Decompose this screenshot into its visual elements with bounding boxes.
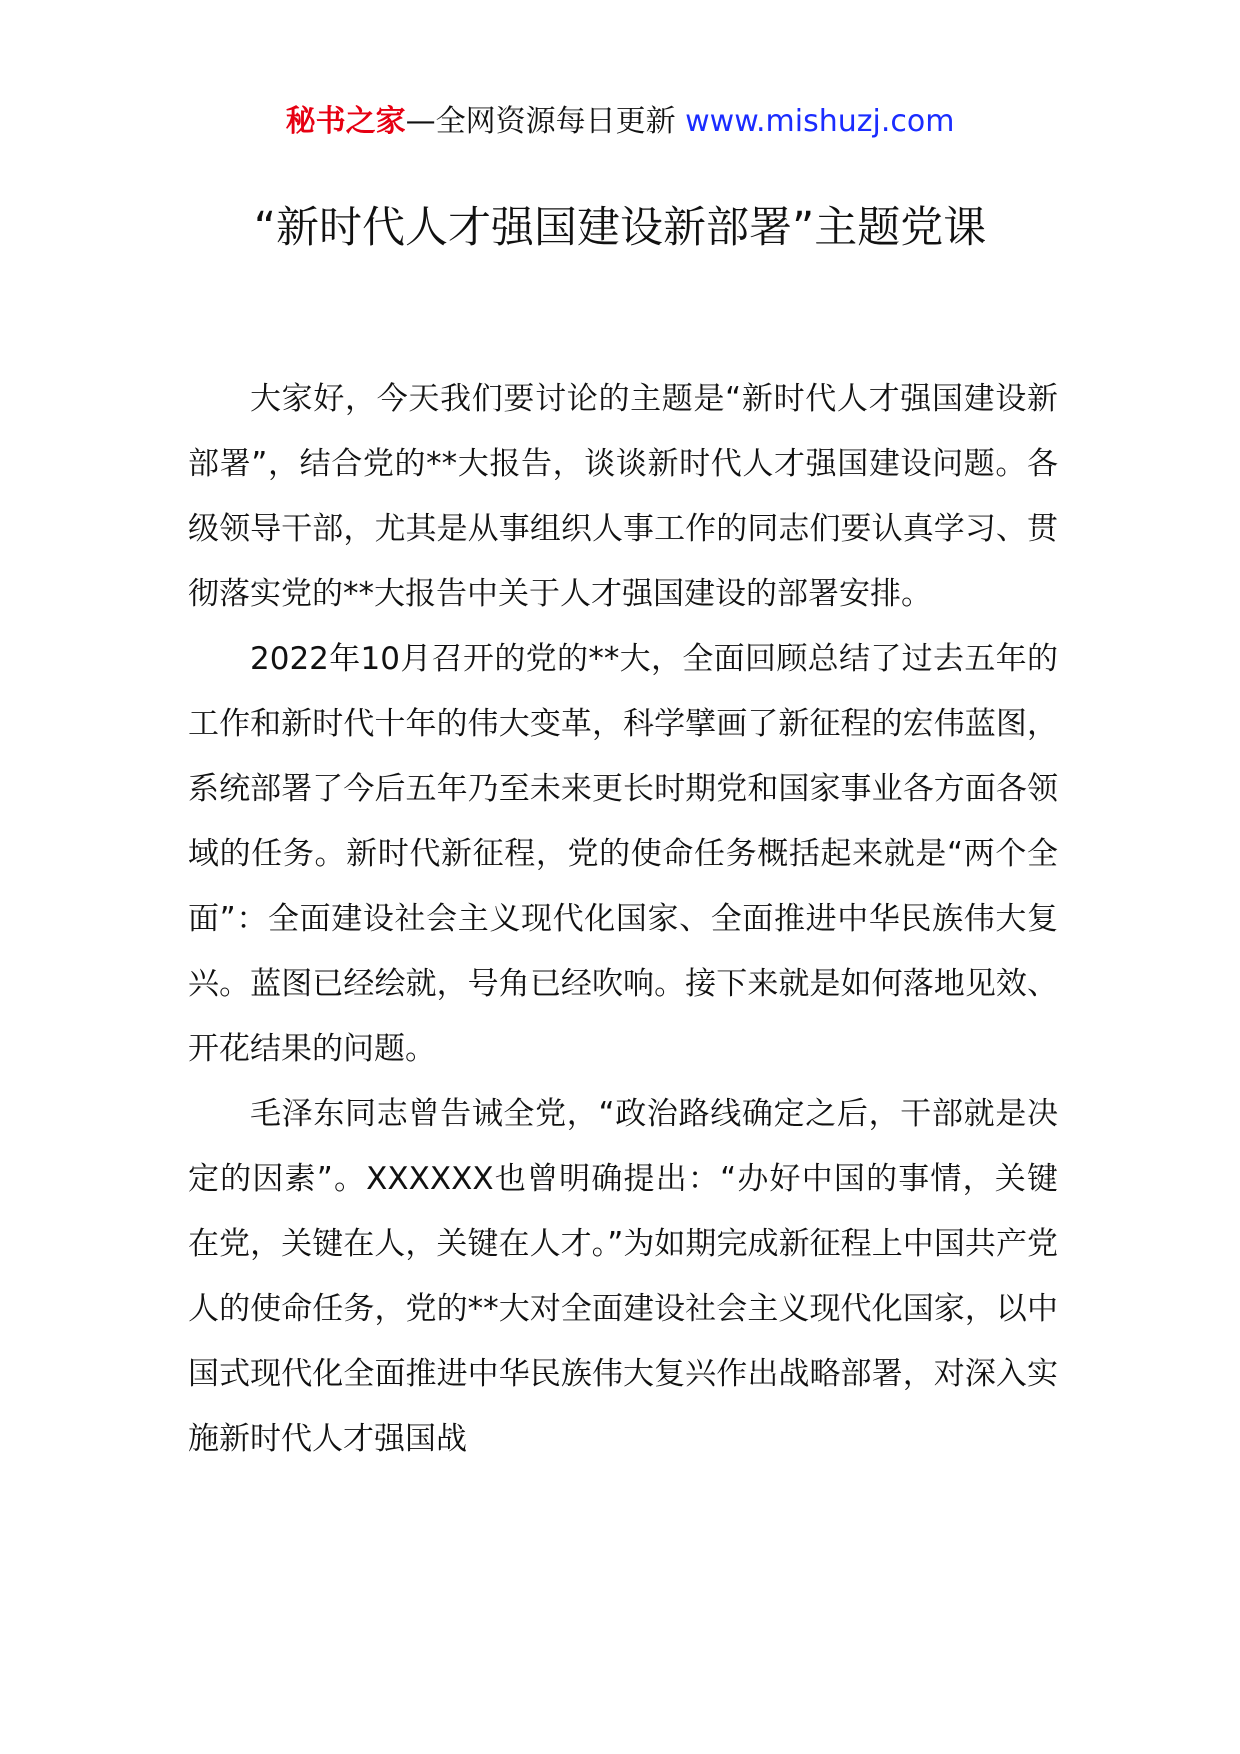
document-body (188, 367, 1058, 1472)
site-header (0, 102, 1240, 142)
document-title: “新时代人才强国建设新部署”主题党课 (253, 203, 987, 253)
paragraph-2: 2022年10月召开的党的**大，全面回顾总结了过去五年的工作和新时代十年的伟大变革，科学擘画了新征程的宏伟蓝图，系统部署了今后五年乃至未来更长时期党和国家事业各方面各领域的任务。新时代新征程，党的使命任务概括起来就是“两个全面”：全面建设社会主义现代化国家、全面推进中华民族伟大复兴。蓝图已经绘就，号角已经吹响。接下来就是如何落地见效、开花结果的问题。 (188, 641, 1058, 1067)
paragraph-3: 毛泽东同志曾告诫全党，“政治路线确定之后，干部就是决定的因素”。XXXXXX也曾明确提出：“办好中国的事情，关键在党，关键在人，关键在人才。”为如期完成新征程上中国共产党人的使命任务，党的**大对全面建设社会主义现代化国家，以中国式现代化全面推进中华民族伟大复兴作出战略部署，对深入实施新时代人才强国战 (188, 1096, 1058, 1457)
paragraph-1: 大家好，今天我们要讨论的主题是“新时代人才强国建设新部署”，结合党的**大报告，谈谈新时代人才强国建设问题。各级领导干部，尤其是从事组织人事工作的同志们要认真学习、贯彻落实党的**大报告中关于人才强国建设的部署安排。 (188, 381, 1058, 612)
site-tagline: —全网资源每日更新 (405, 104, 676, 139)
site-url-link[interactable]: www.mishuzj.com (685, 104, 955, 139)
site-brand: 秘书之家 (285, 104, 406, 139)
